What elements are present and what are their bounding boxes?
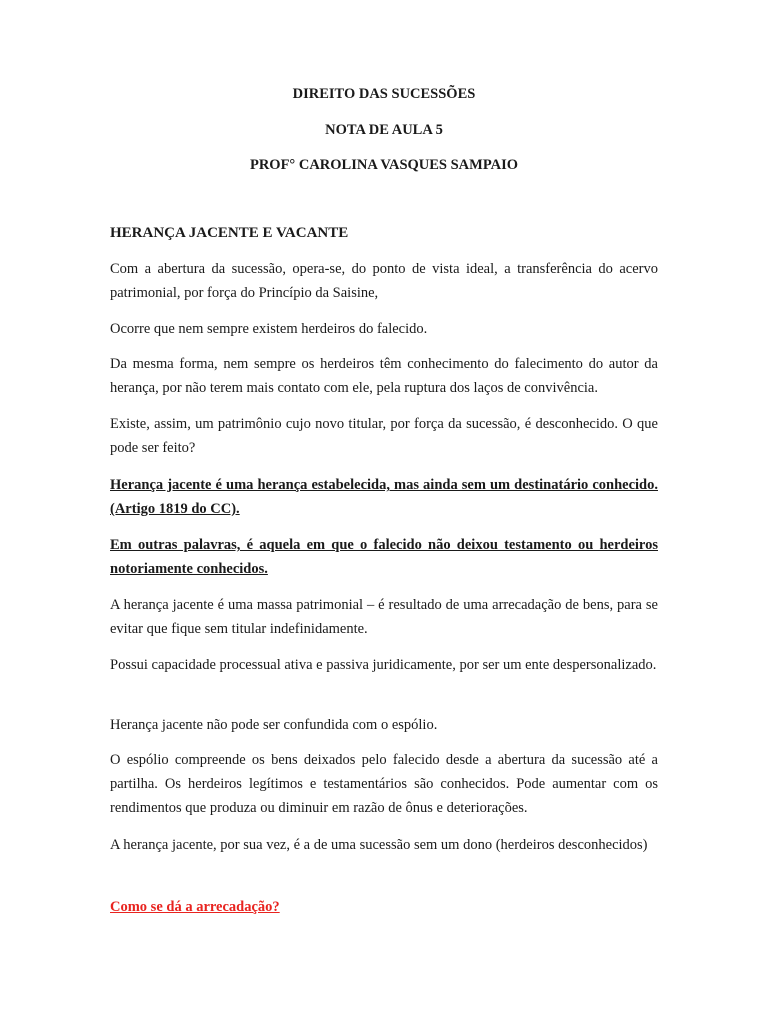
definition-paragraph: Herança jacente é uma herança estabelecida, mas ainda sem um destinatário conhecido. (Artigo 1819 do CC). xyxy=(110,477,658,517)
paragraph: Herança jacente não pode ser confundida com o espólio. xyxy=(110,717,438,733)
paragraph: Da mesma forma, nem sempre os herdeiros têm conhecimento do falecimento do autor da herança, por não terem mais contato com ele, pela ruptura dos laços de convivência. xyxy=(110,356,658,396)
paragraph: O espólio compreende os bens deixados pelo falecido desde a abertura da sucessão até a partilha. Os herdeiros legítimos e testamentários são conhecidos. Pode aumentar com os rendimentos que produza ou diminuir em razão de ônus e deteriorações. xyxy=(110,752,658,816)
paragraph: Com a abertura da sucessão, opera-se, do ponto de vista ideal, a transferência do acervo patrimonial, por força do Princípio da Saisine, xyxy=(110,261,658,301)
professor-name: PROF° CAROLINA VASQUES SAMPAIO xyxy=(249,157,519,173)
course-title: DIREITO DAS SUCESSÕES xyxy=(292,86,476,102)
paragraph: A herança jacente é uma massa patrimonial – é resultado de uma arrecadação de bens, para se evitar que fique sem titular indefinidamente. xyxy=(110,597,658,637)
lecture-note-number: NOTA DE AULA 5 xyxy=(325,122,443,138)
paragraph: Ocorre que nem sempre existem herdeiros do falecido. xyxy=(110,321,428,337)
paragraph: Possui capacidade processual ativa e passiva juridicamente, por ser um ente despersonalizado. xyxy=(110,657,657,673)
subsection-question: Como se dá a arrecadação? xyxy=(110,899,280,915)
paragraph: A herança jacente, por sua vez, é a de uma sucessão sem um dono (herdeiros desconhecidos) xyxy=(110,837,648,853)
paragraph: Existe, assim, um patrimônio cujo novo titular, por força da sucessão, é desconhecido. O que pode ser feito? xyxy=(110,416,658,456)
definition-paragraph: Em outras palavras, é aquela em que o falecido não deixou testamento ou herdeiros notoriamente conhecidos. xyxy=(110,537,658,577)
section-title: HERANÇA JACENTE E VACANTE xyxy=(110,225,349,241)
